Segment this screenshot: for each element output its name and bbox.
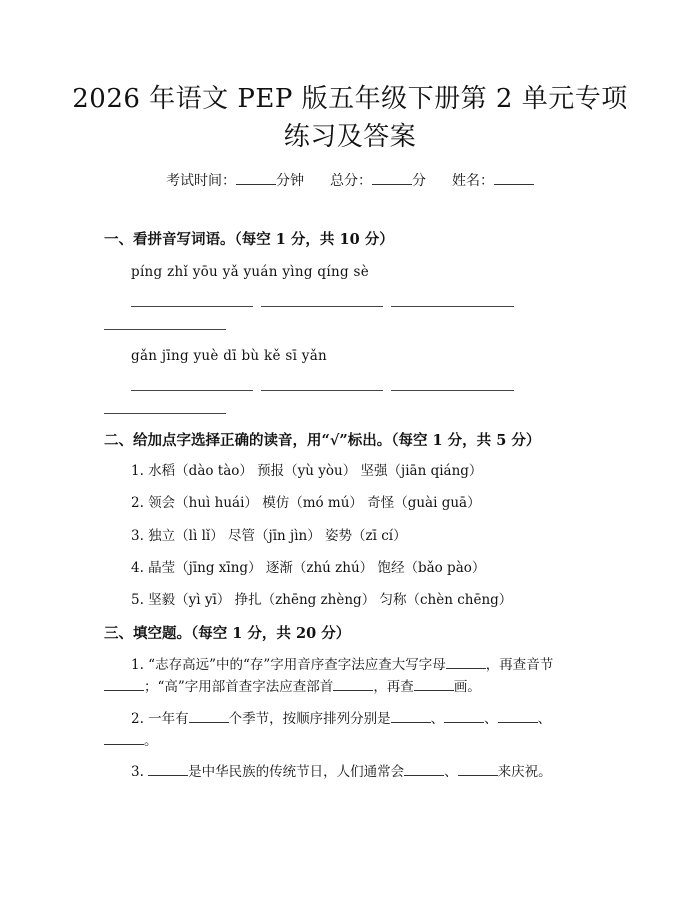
- pinyin-row-2: gǎn jīng yuè dī bù kě sī yǎn: [131, 348, 328, 364]
- fill-blank: [104, 676, 144, 691]
- reading-item-4: 4. 晶莹（jīng xīng） 逐渐（zhú zhú） 饱经（bǎo pào）: [131, 560, 486, 576]
- fill-blank: [458, 761, 498, 776]
- section-2-heading: 二、给加点字选择正确的读音，用“√”标出。（每空 1 分，共 5 分）: [104, 432, 541, 449]
- q1-text-2: ，再查音节: [485, 657, 554, 673]
- q3-text: 3.: [131, 764, 149, 780]
- q3-end: 来庆祝。: [497, 764, 552, 780]
- q1-text-4: ，再查: [373, 679, 414, 695]
- score-blank: [372, 170, 412, 185]
- q2-sep: 、: [484, 711, 498, 727]
- name-label: 姓名：: [452, 173, 494, 189]
- reading-item-3: 3. 独立（lì lǐ） 尽管（jīn jìn） 姿势（zī cí）: [131, 528, 407, 544]
- fill-blank: [498, 708, 538, 723]
- reading-item-2: 2. 领会（huì huái） 模仿（mó mú） 奇怪（guài guā）: [131, 495, 481, 511]
- q2-sep: 、: [537, 711, 552, 727]
- q2-end: 。: [144, 733, 158, 749]
- q2-text: 2. 一年有: [131, 711, 189, 727]
- page-title-line2: 练习及答案: [283, 122, 417, 152]
- q3-text-2: 是中华民族的传统节日，人们通常会: [188, 764, 405, 780]
- fill-question-1-line-2: [104, 676, 481, 697]
- fill-question-3: [131, 761, 552, 782]
- section-1-heading: 一、看拼音写词语。（每空 1 分，共 10 分）: [104, 231, 394, 248]
- q2-sep: 、: [430, 711, 445, 727]
- pinyin-row-1: píng zhǐ yōu yǎ yuán yìng qíng sè: [131, 264, 370, 280]
- fill-blank: [189, 708, 229, 723]
- answer-line: [104, 413, 226, 414]
- answer-line: [131, 390, 253, 391]
- fill-blank: [333, 676, 373, 691]
- reading-item-1: 1. 水稻（dào tào） 预报（yù yòu） 坚强（jiān qiáng）: [131, 463, 483, 479]
- fill-blank: [444, 708, 484, 723]
- score-label: 总分：: [330, 173, 372, 189]
- q1-text-5: 画。: [453, 679, 481, 695]
- page-title: 2026 年语文 PEP 版五年级下册第 2 单元专项: [72, 84, 628, 114]
- time-label: 考试时间：: [166, 173, 236, 189]
- q2-text-2: 个季节，按顺序排列分别是: [228, 711, 391, 727]
- exam-meta: [0, 170, 700, 191]
- answer-line: [261, 390, 383, 391]
- time-unit: 分钟: [276, 173, 304, 189]
- fill-blank: [104, 730, 144, 745]
- fill-question-2-line-1: [131, 708, 551, 729]
- q3-sep: 、: [444, 764, 458, 780]
- answer-line: [391, 390, 514, 391]
- q1-text-3: ；“高”字用部首查字法应查部首: [144, 679, 334, 695]
- section-3-heading: 三、填空题。（每空 1 分，共 20 分）: [104, 625, 351, 642]
- answer-line: [391, 306, 514, 307]
- answer-line: [131, 306, 253, 307]
- fill-blank: [148, 761, 188, 776]
- name-blank: [494, 170, 534, 185]
- q1-text: 1. “志存高远”中的“存”字用音序查字法应查大写字母: [131, 657, 446, 673]
- answer-line: [261, 306, 383, 307]
- fill-blank: [391, 708, 431, 723]
- score-unit: 分: [412, 173, 426, 189]
- fill-blank: [404, 761, 444, 776]
- fill-question-2-line-2: [104, 730, 158, 751]
- fill-question-1-line-1: [131, 654, 553, 675]
- time-blank: [236, 170, 276, 185]
- fill-blank: [446, 654, 486, 669]
- fill-blank: [414, 676, 454, 691]
- answer-line: [104, 329, 226, 330]
- reading-item-5: 5. 坚毅（yì yī） 挣扎（zhēng zhèng） 匀称（chèn chēng）: [131, 592, 513, 608]
